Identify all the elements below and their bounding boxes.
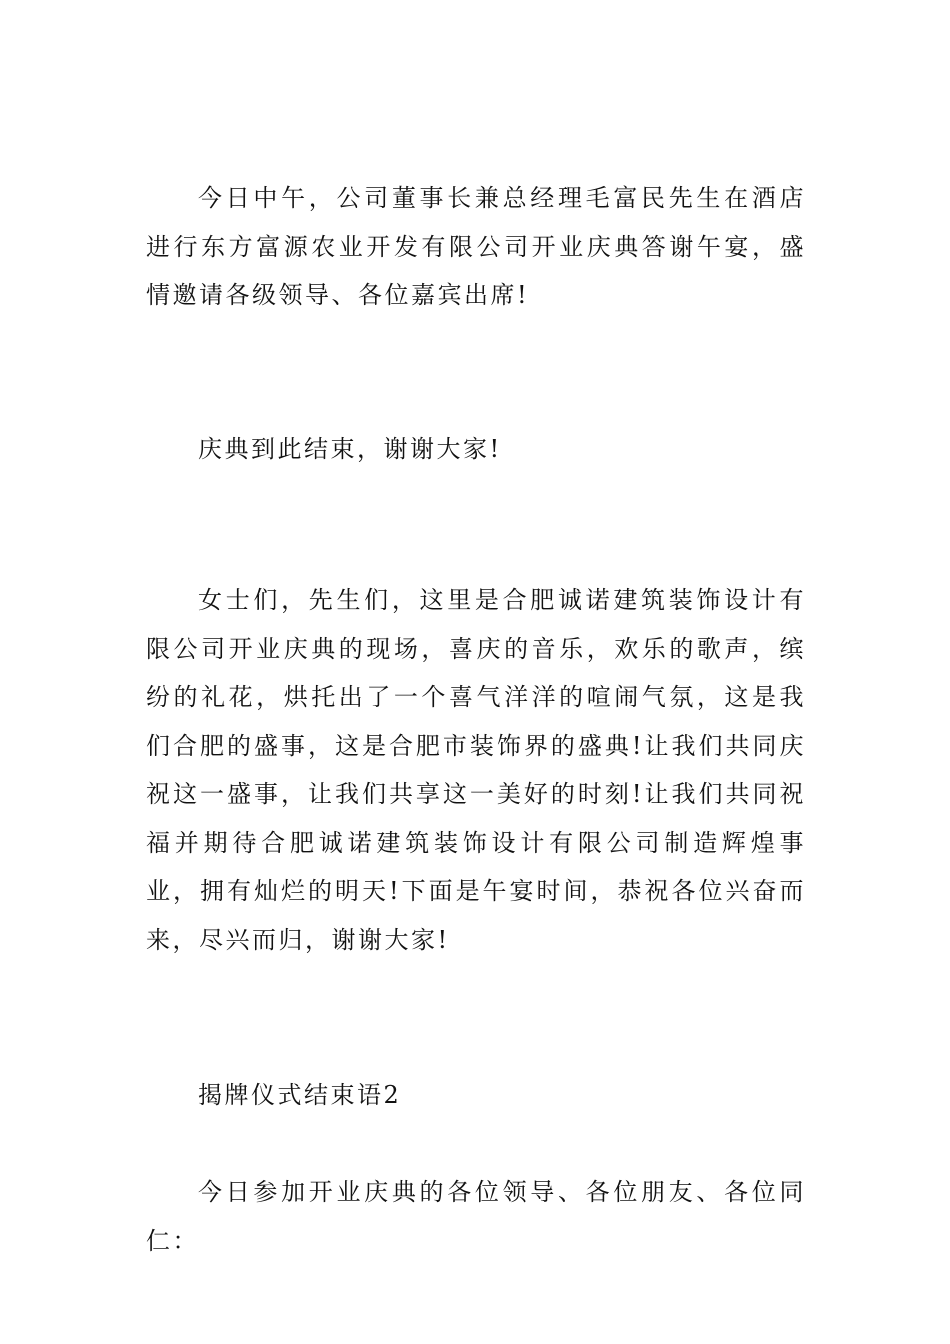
paragraph-luncheon-invitation: 今日中午，公司董事长兼总经理毛富民先生在酒店进行东方富源农业开发有限公司开业庆典答谢午宴，盛情邀请各级领导、各位嘉宾出席!: [146, 184, 806, 309]
paragraph-opening-speech: 女士们，先生们，这里是合肥诚诺建筑装饰设计有限公司开业庆典的现场，喜庆的音乐，欢乐的歌声，缤纷的礼花，烘托出了一个喜气洋洋的喧闹气氛，这是我们合肥的盛事，这是合肥市装饰界的盛典!让我们共同庆祝这一盛事，让我们共享这一美好的时刻!让我们共同祝福并期待合肥诚诺建筑装饰设计有限公司制造辉煌事业，拥有灿烂的明天!下面是午宴时间，恭祝各位兴奋而来，尽兴而归，谢谢大家!: [146, 586, 806, 954]
section-heading: 揭牌仪式结束语2: [198, 1081, 402, 1109]
paragraph-ceremony-closing: 庆典到此结束，谢谢大家!: [198, 435, 502, 463]
paragraph-greeting: 今日参加开业庆典的各位领导、各位朋友、各位同仁：: [146, 1178, 806, 1255]
